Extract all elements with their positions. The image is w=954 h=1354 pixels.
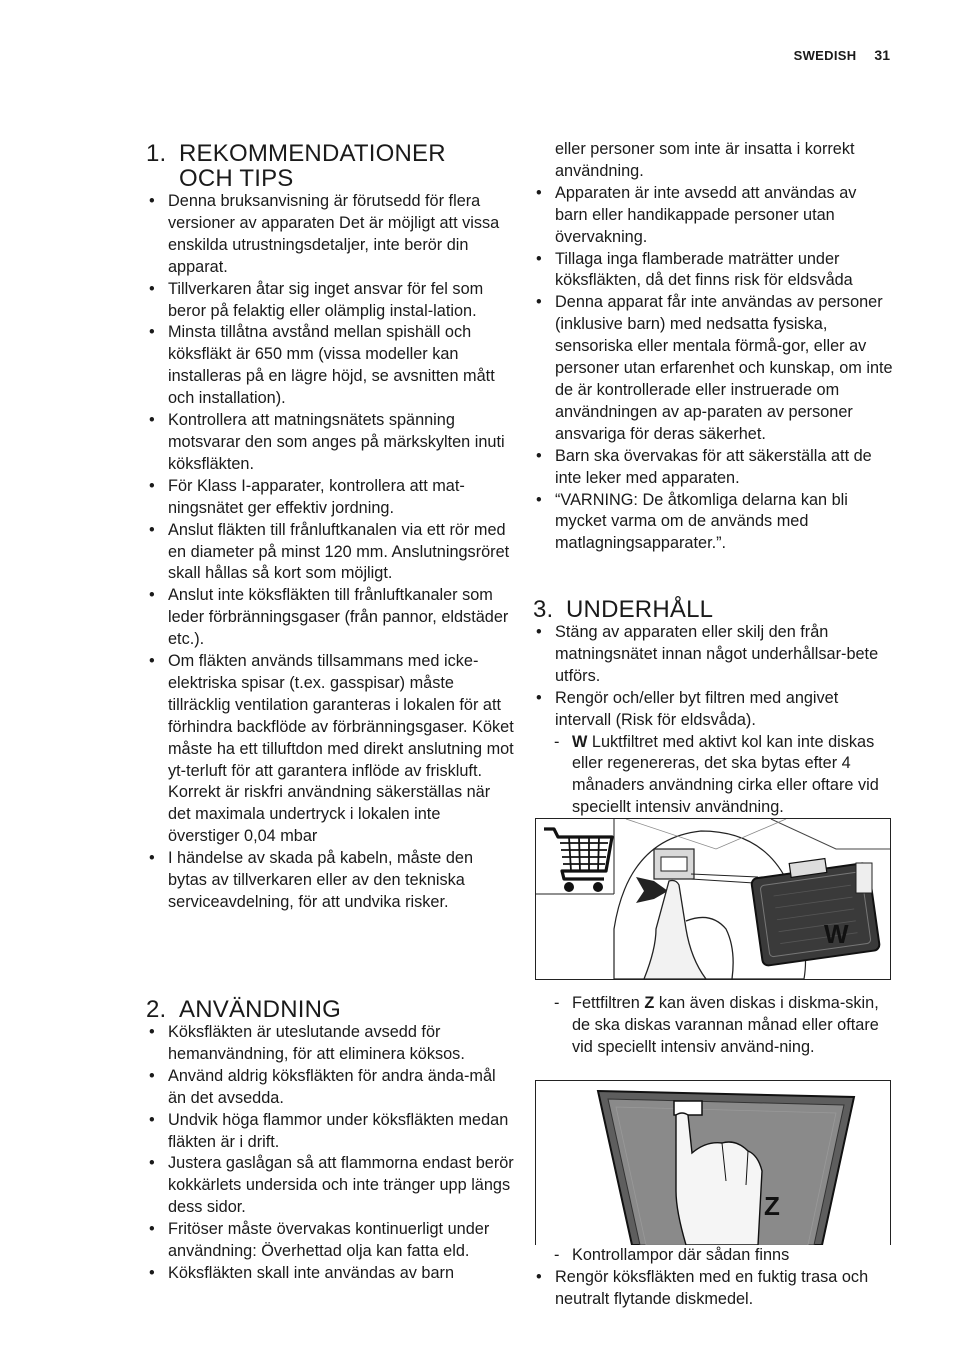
dash-item-lamps: - Kontrollampor där sådan finns	[552, 1245, 893, 1267]
section-2-title: ANVÄNDNING	[179, 996, 342, 1023]
list-item	[533, 688, 893, 732]
list-item: • Denna bruksanvisning är förutsedd för flera versioner av apparaten Det är möjligt att vissa enskilda utrustningsdetaljer, inte berör din apparat.	[146, 191, 516, 279]
list-item: • Denna apparat får inte användas av personer (inklusive barn) med nedsatta fysiska, sensoriska eller mentala förmå-gor, eller av personer utan erfarenhet och kunskap, om inte de är kontrollerade eller instruerade om användningen av ap-paraten av personer ansvariga för deras säkerhet.	[533, 292, 893, 445]
section-1-title-line2: OCH TIPS	[179, 165, 294, 192]
figure-grease-filter-drawing	[536, 1081, 890, 1245]
list-item: • Minsta tillåtna avstånd mellan spishäll och köksfläkt är 650 mm (vissa modeller kan installeras på en lägre höjd, se avsnitten mått och installation).	[146, 322, 516, 410]
figure-w-label: W	[824, 919, 849, 949]
list-item: • Anslut fläkten till frånluftkanalen via ett rör med en diameter på minst 120 mm. Anslutningsröret skall hållas så kort som möjligt.	[146, 520, 516, 586]
lamps-list	[533, 1245, 893, 1267]
section-3-list-end	[533, 1267, 893, 1311]
list-item-text: Rengör och/eller byt filtren med angivet intervall (Risk för eldsvåda).	[555, 688, 839, 729]
section-1-title-line1: REKOMMENDATIONER	[179, 140, 446, 167]
section-3-number: 3.	[533, 596, 554, 623]
list-item: • I händelse av skada på kabeln, måste den bytas av tillverkaren eller av den tekniska serviceavdelning, för att undvika risker.	[146, 848, 516, 914]
list-item: • Om fläkten används tillsammans med icke-elektriska spisar (t.ex. gasspisar) måste tillräcklig ventilation garanteras i lokalen för att förhindra backflöde av förbränningsgaser. Köket måste ha ett tilluftdon med direkt anslutning mot yt-terluft för att garantera inflöde av friskluft. Korrekt är riskfri användning säkerställas när det maximala undertryck i lokalen inte överstiger 0,04 mbar	[146, 651, 516, 848]
dash-item-w-text: Luktfiltret med aktivt kol kan inte diskas eller regenereras, det ska bytas efter 4 månaders användning cirka eller oftare vid speciellt intensiv användning.	[572, 732, 879, 817]
page-number: 31	[874, 47, 890, 63]
continuation-text: eller personer som inte är insatta i korrekt användning.	[555, 140, 855, 180]
list-item: • Köksfläkten skall inte användas av barn	[146, 1263, 516, 1285]
section-2	[146, 997, 516, 1285]
section-1-heading	[146, 141, 516, 191]
section-2-continued	[533, 139, 893, 555]
section-1	[146, 141, 516, 914]
section-3	[533, 597, 893, 819]
list-item: • Kontrollera att matningsnätets spänning motsvarar den som anges på märkskylten inuti köksfläkten.	[146, 410, 516, 476]
list-item: • Köksfläkten är uteslutande avsedd för hemanvändning, för att eliminera köksos.	[146, 1022, 516, 1066]
dash-item-z	[552, 993, 893, 1059]
section-3-heading	[533, 597, 893, 622]
list-item: • “VARNING: De åtkomliga delarna kan bli mycket varma om de används med matlagningsapparater.”.	[533, 490, 893, 556]
section-1-number: 1.	[146, 140, 167, 167]
list-item: • Tillverkaren åtar sig inget ansvar för fel som beror på felaktig eller olämplig instal-lation.	[146, 279, 516, 323]
list-item: • Justera gaslågan så att flammorna endast berör kokkärlets undersida och inte tränger upp längs dess sidor.	[146, 1153, 516, 1219]
dash-item-z-pre: Fettfiltren	[572, 994, 645, 1012]
figure-charcoal-filter-drawing	[536, 819, 890, 979]
figure-z-label: Z	[764, 1191, 780, 1221]
list-item: • Fritöser måste övervakas kontinuerligt under användning: Överhettad olja kan fatta eld.	[146, 1219, 516, 1263]
list-item: • Apparaten är inte avsedd att användas av barn eller handikappade personer utan övervakning.	[533, 183, 893, 249]
list-item: • Rengör köksfläkten med en fuktig trasa och neutralt flytande diskmedel.	[533, 1267, 893, 1311]
shopping-cart-icon	[544, 829, 612, 892]
list-item: • Anslut inte köksfläkten till frånluftkanaler som leder förbränningsgaser (från pannor, eldstäder etc.).	[146, 585, 516, 651]
dash-item-z-text: kan även diskas i diskma-skin, de ska diskas varannan månad eller oftare vid speciellt intensiv använd-ning.	[572, 994, 879, 1056]
header-language: SWEDISH	[793, 48, 857, 63]
section-2-list-continued	[533, 183, 893, 555]
section-2-list	[146, 1022, 516, 1285]
letter-z: Z	[644, 994, 655, 1012]
list-item: • Barn ska övervakas för att säkerställa att de inte leker med apparaten.	[533, 446, 893, 490]
filter-w-list	[533, 732, 893, 820]
letter-w: W	[572, 732, 588, 751]
section-3-title: UNDERHÅLL	[566, 596, 714, 623]
figure-charcoal-filter	[535, 818, 891, 980]
section-1-list	[146, 191, 516, 914]
section-3-end	[533, 1245, 893, 1311]
list-item: • Använd aldrig köksfläkten för andra ända-mål än det avsedda.	[146, 1066, 516, 1110]
page-header	[794, 47, 890, 63]
list-item: • Undvik höga flammor under köksfläkten medan fläkten är i drift.	[146, 1110, 516, 1154]
section-3-list	[533, 622, 893, 732]
list-item: • Stäng av apparaten eller skilj den från matningsnätet innan något underhållsar-bete utförs.	[533, 622, 893, 688]
figure-grease-filter	[535, 1080, 891, 1245]
dash-item-w	[552, 732, 893, 820]
list-item: • Tillaga inga flamberade maträtter under köksfläkten, då det finns risk för eldsvåda	[533, 249, 893, 293]
list-item: • För Klass I-apparater, kontrollera att mat-ningsnätet ger effektiv jordning.	[146, 476, 516, 520]
filter-z-list	[533, 993, 893, 1059]
section-2-heading	[146, 997, 516, 1022]
section-2-number: 2.	[146, 996, 167, 1023]
